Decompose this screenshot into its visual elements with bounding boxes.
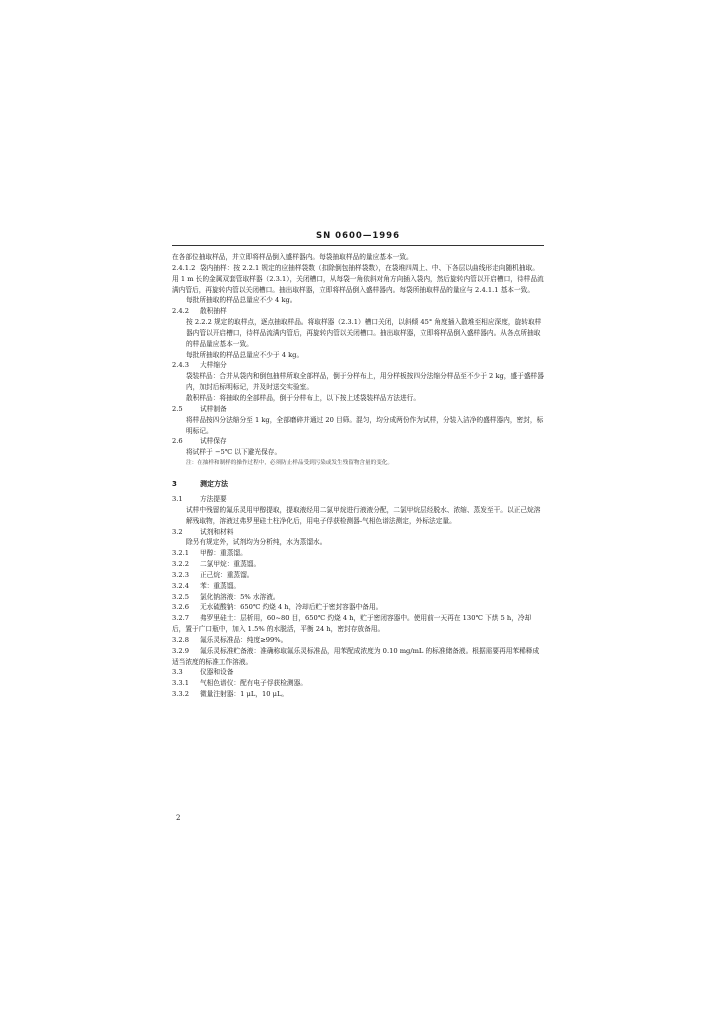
clause-number: 3.3.1	[172, 679, 190, 688]
chapter-heading	[172, 479, 544, 490]
clause	[172, 667, 544, 678]
clause-number: 2.4.3	[172, 361, 190, 370]
paragraph: 将样品按四分法缩分至 1 kg，全部磨碎并通过 20 目筛。混匀，均分成两份作为试样，分装入洁净的盛样器内，密封，标明标记。	[186, 415, 544, 435]
clause-title: 试样制备	[200, 404, 227, 413]
clause-number: 3.2.4	[172, 581, 190, 590]
clause	[172, 602, 544, 613]
clause-text: 甲醇：重蒸馏。	[200, 549, 247, 558]
clause	[172, 592, 544, 603]
clause	[172, 646, 544, 668]
clause-title: 散积抽样	[200, 307, 227, 316]
clause-text: 苯：重蒸馏。	[200, 581, 241, 590]
note: 注：在抽样和制样的操作过程中，必须防止样品受到污染或发生残留物含量的变化。	[186, 460, 393, 467]
clause-title: 试剂和材料	[200, 527, 234, 536]
clause-number: 2.4.1.2	[172, 263, 196, 272]
clause	[172, 360, 544, 371]
clause-text: 二氯甲烷：重蒸馏。	[200, 560, 261, 569]
clause-number: 3.2	[172, 527, 183, 536]
clause-text: 氯化钠溶液：5% 水溶液。	[200, 592, 280, 601]
clause	[172, 527, 544, 538]
clause-number: 3.2.5	[172, 592, 190, 601]
clause-number: 2.6	[172, 437, 183, 446]
paragraph: 每批所抽取的样品总量应不少 4 kg。	[186, 296, 297, 305]
paragraph: 袋装样品：合并从袋内和倒包抽样所取全部样品，倒于分样布上，用分样板按四分法缩分样品至不少于 2 kg，盛于盛样器内，加封后标明标记，并及时送交实验室。	[186, 372, 544, 392]
clause	[172, 613, 544, 635]
paragraph: 在各部位抽取样品，并立即将样品倒入盛样器内。每袋抽取样品的量应基本一致。	[172, 253, 413, 261]
clause-text: 无水硫酸钠：650℃ 灼烧 4 h，冷却后贮于密封容器中备用。	[200, 603, 383, 612]
clause-text: 正己烷：重蒸馏。	[200, 570, 254, 579]
clause-number: 3.3	[172, 668, 183, 677]
paragraph: 按 2.2.2 规定的取样点，逐点抽取样品。将取样器（2.3.1）槽口关闭，以斜倾 45° 角度插入散堆至相应深度，旋转取样器内管以开启槽口，待样品流满内管后，再旋转内管以关闭槽口。抽出取样器，立即将样品倒入盛样器内。从各点所抽取的样品量应基本一致。	[186, 318, 542, 348]
clause-number: 3.2.1	[172, 549, 190, 558]
clause	[172, 635, 544, 646]
clause	[172, 689, 544, 700]
paragraph: 散积样品：将抽取的全部样品，倒于分样布上，以下按上述袋装样品方法进行。	[186, 393, 421, 402]
clause-number: 3.1	[172, 494, 183, 503]
clause	[172, 436, 544, 447]
document-body	[172, 252, 544, 700]
clause	[172, 263, 544, 296]
clause-number: 3.2.6	[172, 603, 190, 612]
clause-number: 3.3.2	[172, 690, 190, 699]
clause-number: 2.4.2	[172, 307, 190, 316]
clause-title: 仪器和设备	[200, 668, 234, 677]
clause-text: 微量注射器：1 μL，10 μL。	[200, 690, 289, 699]
clause-number: 3.2.7	[172, 614, 190, 623]
clause	[172, 559, 544, 570]
clause-title: 试样保存	[200, 437, 227, 446]
clause	[172, 306, 544, 317]
paragraph: 除另有规定外，试剂均为分析纯，水为蒸馏水。	[186, 538, 327, 547]
clause-number: 2.5	[172, 404, 183, 413]
clause-text: 弗罗里硅土：层析用，60~80 目，650℃ 灼烧 4 h，贮于密闭容器中。使用前一天再在 130℃ 下烘 5 h，冷却后，置于广口瓶中，加入 1.5% 的水脱活，平衡 24 h，密封存放备用。	[172, 614, 532, 634]
clause-title: 大样缩分	[200, 361, 227, 370]
clause-text: 袋内抽样：按 2.2.1 规定的应抽样袋数（扣除倒包抽样袋数），在袋堆四周上、中、下各层以曲线形走向随机抽取。用 1 m 长的金属双套管取样器（2.3.1），关闭槽口，从每袋一角依斜对角方向插入袋内，然后旋转内管以开启槽口，待样品流满内管后，再旋转内管以关闭槽口。抽出取样器，立即将样品倒入盛样器内。每袋所抽取样品的量应与 2.4.1.1 基本一致。	[172, 263, 544, 294]
paragraph: 试样中残留的氟乐灵用甲醇提取，提取液经用二氯甲烷进行液液分配，二氯甲烷层经脱水、浓缩、蒸发至干。以正己烷溶解残取物，溶液过弗罗里硅土柱净化后，用电子俘获检测器-气相色谱法测定，外标法定量。	[186, 505, 541, 525]
standard-code: SN 0600—1996	[315, 231, 400, 241]
clause-number: 3.2.2	[172, 560, 190, 569]
clause	[172, 678, 544, 689]
page-number: 2	[176, 814, 181, 822]
clause	[172, 581, 544, 592]
clause-number: 3.2.9	[172, 646, 190, 655]
clause-number: 3.2.3	[172, 570, 190, 579]
clause	[172, 570, 544, 581]
page-header	[172, 229, 544, 246]
clause-text: 气相色谱仪：配有电子俘获检测器。	[200, 679, 307, 688]
chapter-number: 3	[172, 479, 177, 488]
chapter-title: 测定方法	[200, 479, 228, 488]
clause	[172, 494, 544, 505]
clause-number: 3.2.8	[172, 635, 190, 644]
clause-text: 氟乐灵标准贮备液：准确称取氟乐灵标准品，用苯配成浓度为 0.10 mg/mL 的标准储备液。根据需要再用苯稀释成适当浓度的标准工作溶液。	[172, 646, 540, 666]
clause	[172, 548, 544, 559]
clause-text: 氟乐灵标准品：纯度≥99%。	[200, 635, 288, 644]
paragraph: 将试样于 −5℃ 以下避光保存。	[186, 448, 282, 457]
clause-title: 方法提要	[200, 494, 227, 503]
paragraph: 每批所抽取的样品总量应不少于 4 kg。	[186, 350, 304, 359]
clause	[172, 404, 544, 415]
